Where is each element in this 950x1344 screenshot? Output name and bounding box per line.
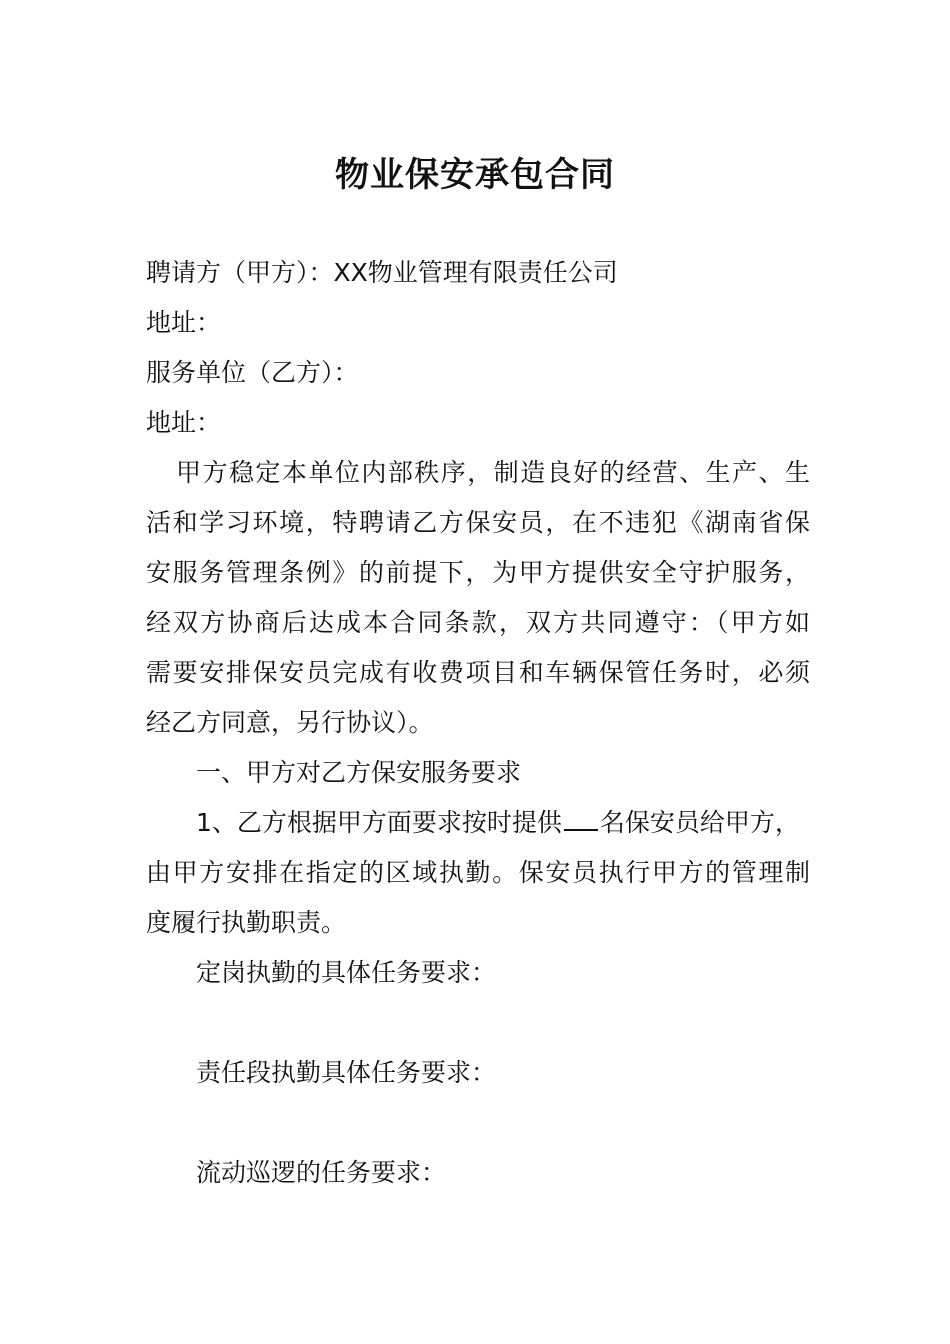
party-b-line: 服务单位（乙方）： <box>146 358 359 387</box>
address-a-line: 地址： <box>146 308 222 337</box>
blank-space <box>146 1098 810 1148</box>
fixed-post-heading: 定岗执勤的具体任务要求： <box>196 958 497 987</box>
party-a-line <box>146 248 810 298</box>
item-1-first-line <box>146 798 810 848</box>
document-body <box>146 248 810 1198</box>
preamble-line: 活和学习环境，特聘请乙方保安员，在不违犯《湖南省保 <box>146 508 810 537</box>
party-a-name: XX物业管理有限责任公司 <box>333 258 618 287</box>
preamble-line: 需要安排保安员完成有收费项目和车辆保管任务时，必须 <box>146 658 810 687</box>
preamble-line: 经双方协商后达成本合同条款，双方共同遵守：（甲方如 <box>146 608 810 637</box>
staff-count-blank <box>564 807 598 831</box>
party-a-label: 聘请方（甲方）： <box>146 258 334 287</box>
item-1-part1: 1、乙方根据甲方面要求按时提供 <box>196 808 562 837</box>
item-1-line: 度履行执勤职责。 <box>146 908 347 937</box>
blank-space <box>146 998 810 1048</box>
document-title: 物业保安承包合同 <box>335 155 615 195</box>
patrol-heading: 流动巡逻的任务要求： <box>196 1158 447 1187</box>
section-1-heading: 一、甲方对乙方保安服务要求 <box>196 758 522 787</box>
item-1-part2: 名保安员给甲方， <box>599 808 800 837</box>
preamble-line: 甲方稳定本单位内部秩序，制造良好的经营、生产、生 <box>176 458 810 487</box>
item-1-line: 由甲方安排在指定的区域执勤。保安员执行甲方的管理制 <box>146 858 810 887</box>
section-duty-heading: 责任段执勤具体任务要求： <box>196 1058 497 1087</box>
preamble-line: 经乙方同意，另行协议）。 <box>146 708 434 737</box>
address-b-line: 地址： <box>146 408 222 437</box>
preamble-line: 安服务管理条例》的前提下，为甲方提供安全守护服务， <box>146 558 810 587</box>
